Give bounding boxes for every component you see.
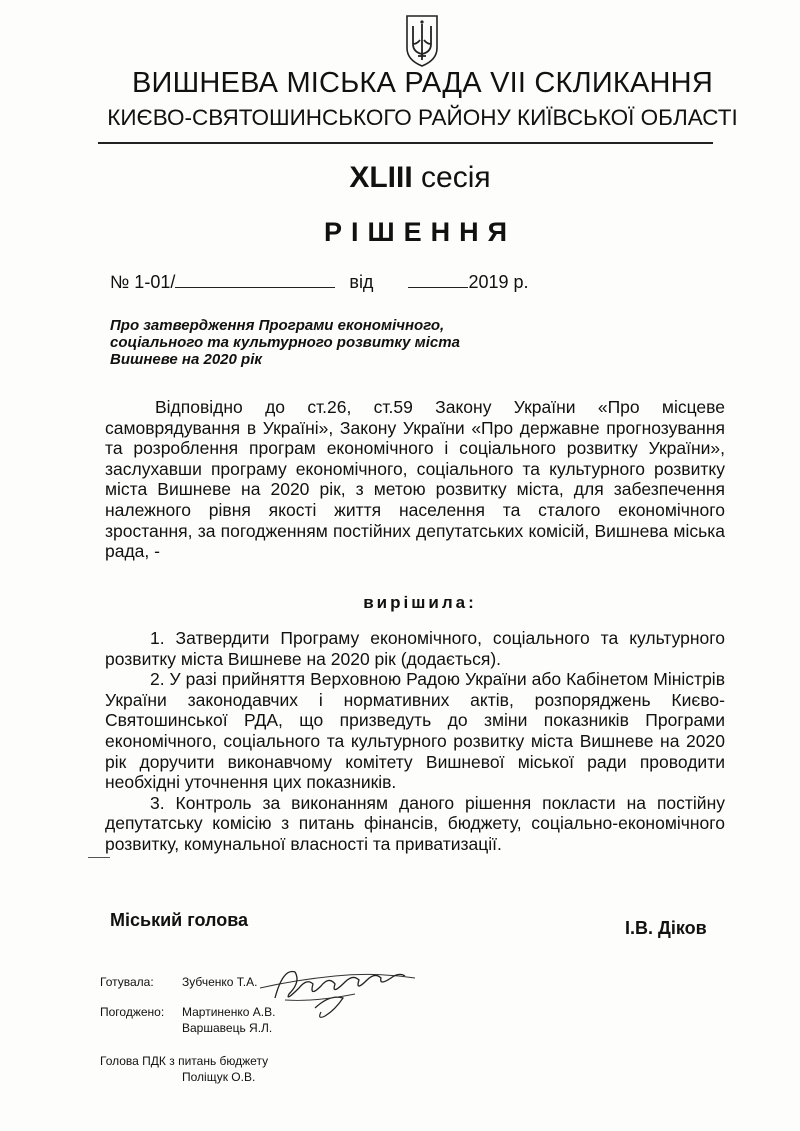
date-blank-field <box>408 270 468 288</box>
budget-committee-label: Голова ПДК з питань бюджету <box>100 1054 269 1068</box>
resolved-heading: вирішила: <box>363 593 477 612</box>
agreed-name: Варшавець Я.Л. <box>182 1021 273 1035</box>
preamble-paragraph: Відповідно до ст.26, ст.59 Закону України «Про місцеве самоврядування в Україні», Закону України «Про державне прогнозування та розроблення програм економічного і соціального розвитку України», заслухавши програму економічного, соціального та культурного розвитку міста Вишневе на 2020 рік, з метою розвитку міста, для забезпечення належного рівня якості життя населення та сталого економічного зростання, за погодженням постійних депутатських комісій, Вишнева міська рада, - <box>105 397 725 562</box>
decision-number-line <box>110 270 529 294</box>
from-label: від <box>349 272 374 292</box>
session-number: XLIII <box>349 161 413 194</box>
number-blank-field <box>175 270 335 288</box>
resolution-item: 1. Затвердити Програму економічного, соціального та культурного розвитку міста Вишневе на 2020 рік (додається). <box>105 628 725 669</box>
header-divider <box>98 142 713 144</box>
resolution-item: 2. У разі прийняття Верховною Радою України або Кабінетом Міністрів України законодавчих і нормативних актів, розпоряджень Києво-Святошинської РДА, що призведуть до зміни показників Програми економічного, соціального та культурного розвитку міста Вишневе на 2020 рік доручити виконавчому комітету Вишневої міської ради проводити необхідні уточнення цих показників. <box>105 669 725 793</box>
district-name: КИЄВО-СВЯТОШИНСЬКОГО РАЙОНУ КИЇВСЬКОЇ ОБЛАСТІ <box>107 105 738 130</box>
year-suffix: 2019 р. <box>468 272 529 292</box>
prepared-name: Зубченко Т.А. <box>182 975 258 989</box>
resolution-item: 3. Контроль за виконанням даного рішення покласти на постійну депутатську комісію з питань фінансів, бюджету, соціально-економічного розвитку, комунальної власності та приватизації. <box>105 792 725 854</box>
decision-subject: Про затвердження Програми економічного, соціального та культурного розвитку міста Вишневе на 2020 рік <box>110 317 460 368</box>
resolution-items <box>105 628 725 855</box>
session-heading <box>300 159 540 197</box>
handwritten-signature <box>255 958 420 1028</box>
number-prefix: № 1-01/ <box>110 272 176 292</box>
agreed-name: Мартиненко А.В. <box>182 1005 276 1019</box>
signatory-title: Міський голова <box>110 910 249 930</box>
margin-mark <box>88 857 110 858</box>
session-label: сесія <box>421 161 491 194</box>
signatory-name: І.В. Діков <box>625 918 707 938</box>
council-name: ВИШНЕВА МІСЬКА РАДА VII СКЛИКАННЯ <box>132 67 713 99</box>
prepared-label: Готувала: <box>100 975 154 989</box>
agreed-label: Погоджено: <box>100 1005 165 1019</box>
tryzub-coat-of-arms-icon <box>404 14 440 68</box>
document-title: РІШЕННЯ <box>323 217 517 247</box>
budget-committee-name: Поліщук О.В. <box>182 1070 256 1084</box>
